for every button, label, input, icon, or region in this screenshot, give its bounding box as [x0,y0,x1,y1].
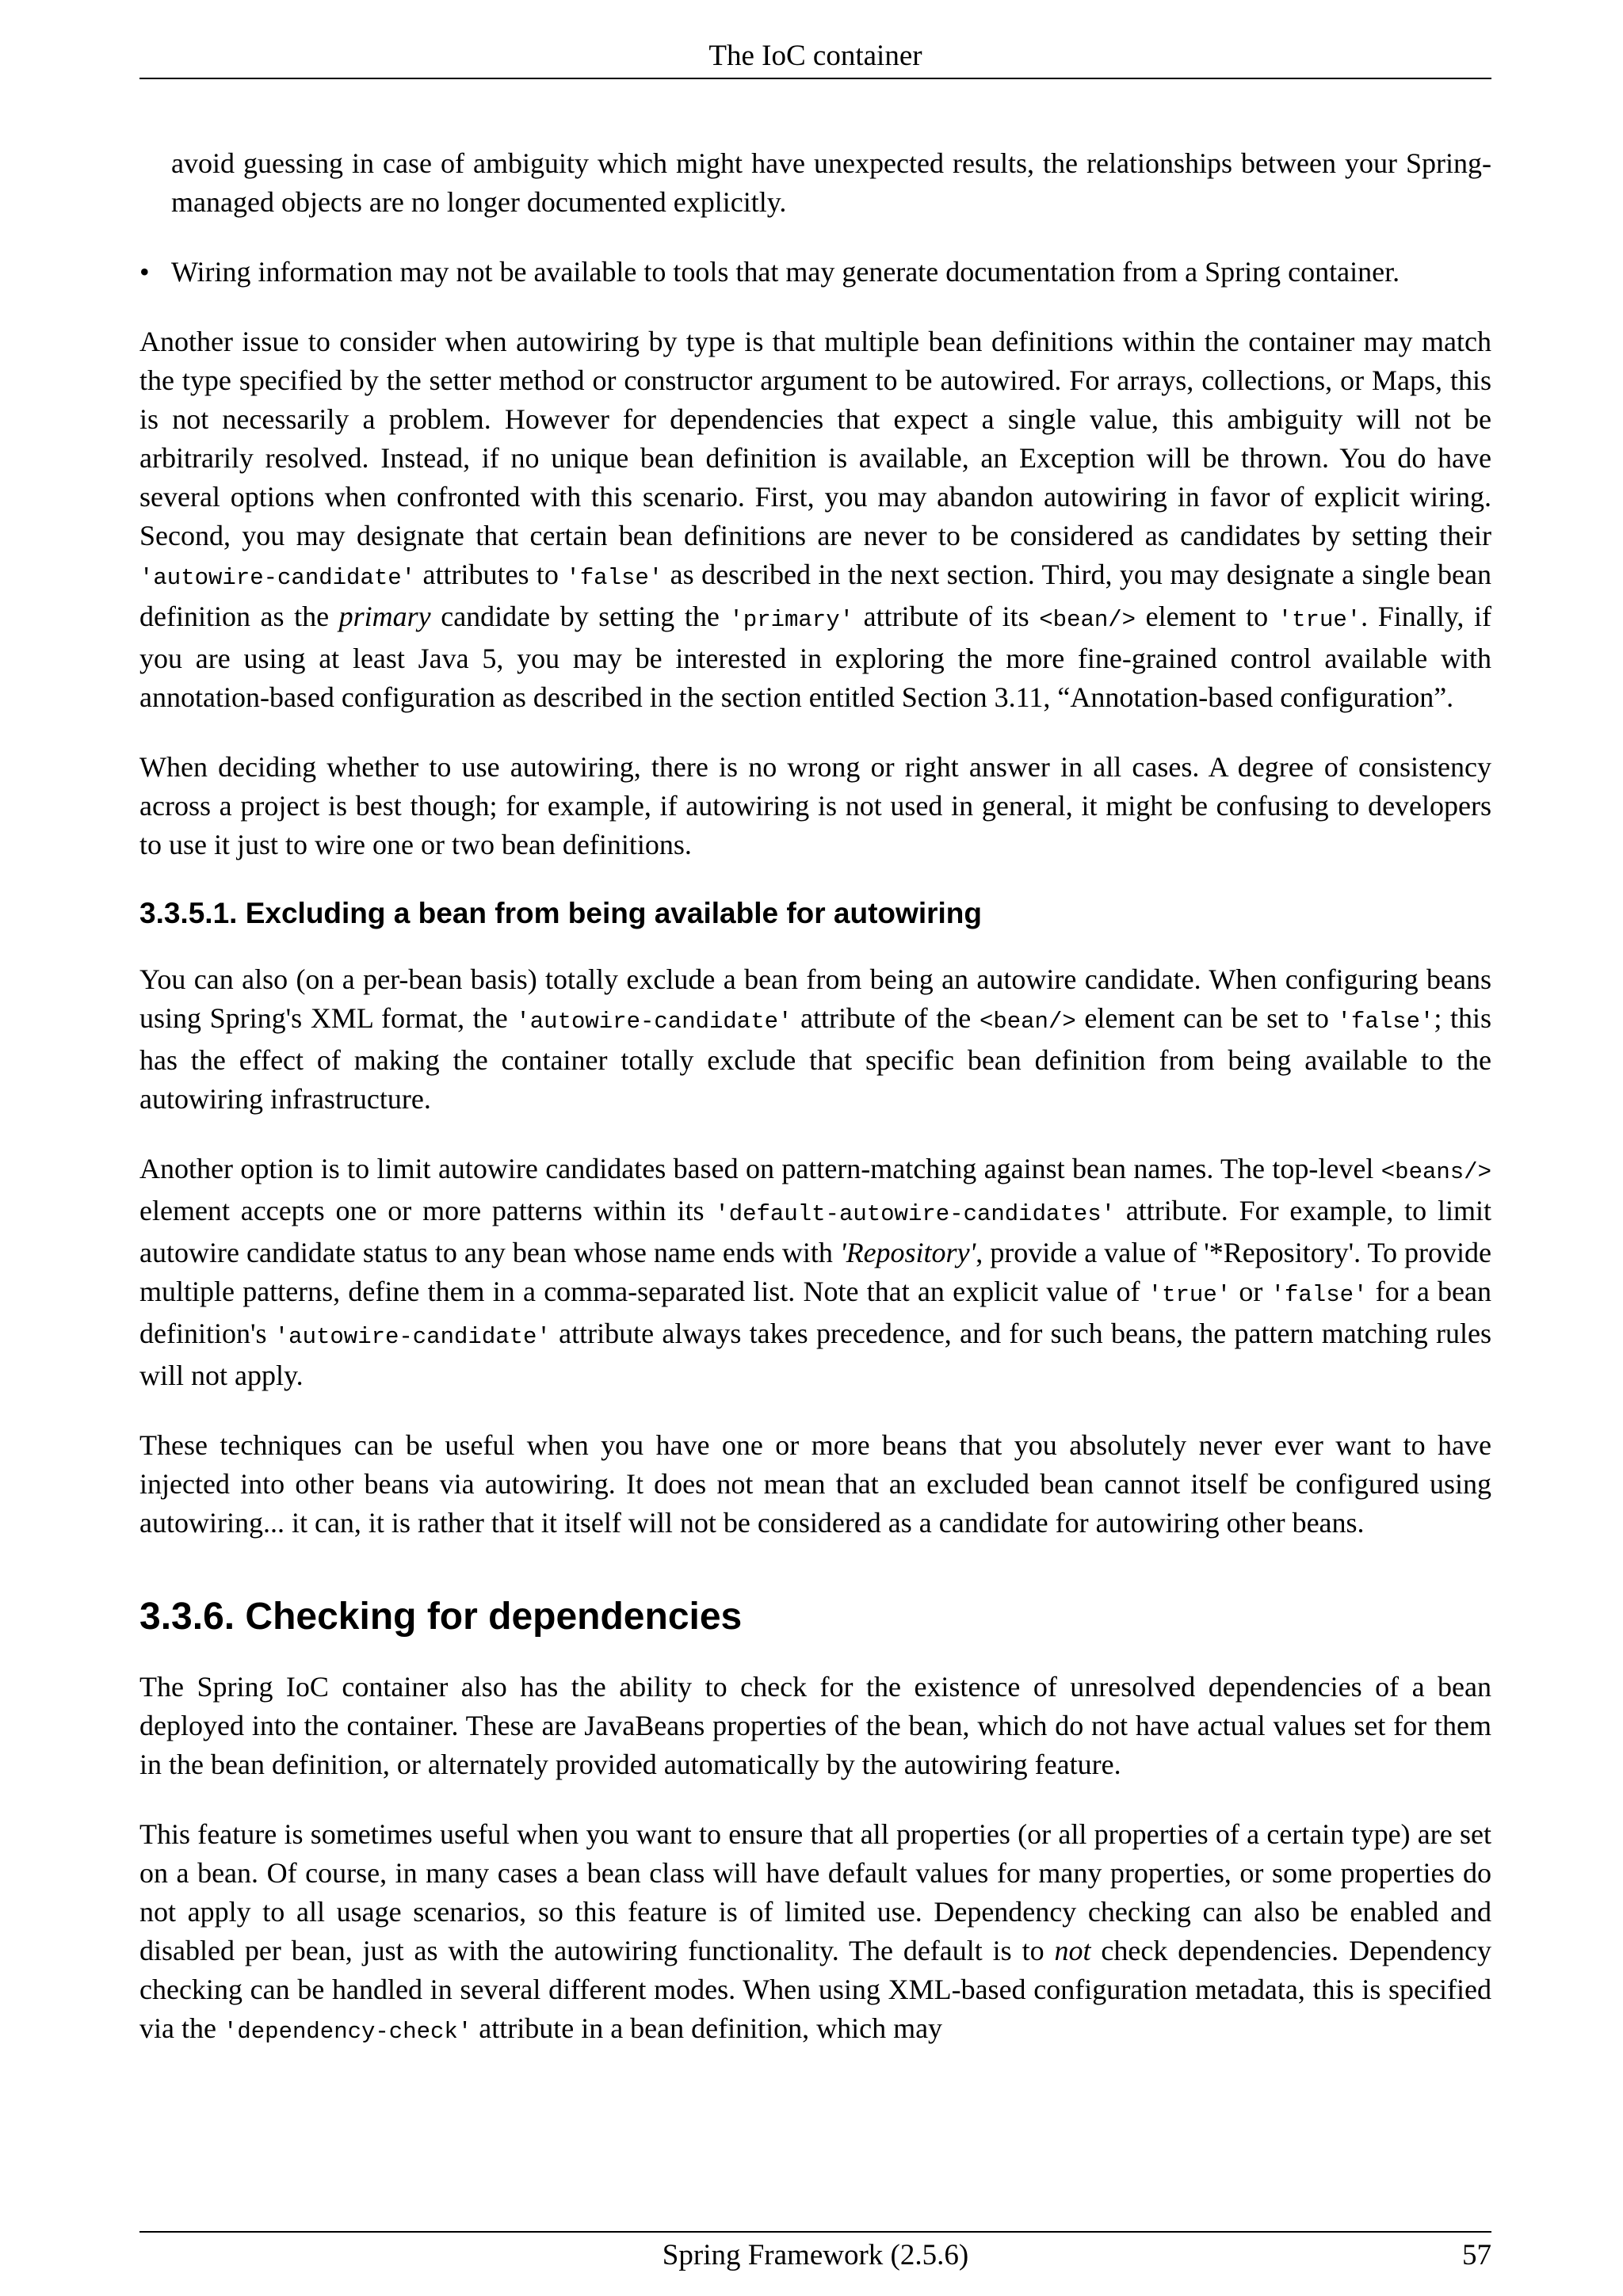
code-false: 'false' [1337,1009,1434,1035]
emphasis-primary: primary [338,601,431,632]
text-run: attribute always takes precedence, and for such beans, the pattern matching rules will not apply. [139,1318,1491,1391]
paragraph-deciding: When deciding whether to use autowiring, there is no wrong or right answer in all cases. A degree of consistency across a project is best though; for example, if autowiring is not used in general, it might be confusing to developers to use it just to wire one or two bean definitions. [139,751,1491,860]
running-footer [139,2231,1491,2274]
code-default-autowire-candidates: 'default-autowire-candidates' [715,1201,1115,1227]
code-autowire-candidate: 'autowire-candidate' [274,1324,551,1350]
text-run: ; this has the effect of making the container totally exclude that specific bean definition from being available to the autowiring infrastructure. [139,1002,1492,1115]
text-run: element to [1136,601,1278,632]
emphasis-not: not [1054,1935,1091,1966]
section-heading: 3.3.6. Checking for dependencies [139,1596,743,1638]
text-run: element can be set to [1075,1002,1338,1034]
code-beans-element: <beans/> [1381,1159,1491,1185]
running-header [139,38,1491,79]
code-primary: 'primary' [729,607,854,633]
text-run: attributes to [415,559,567,590]
text-run: check dependencies. Dependency checking can be handled in several different modes. When using XML-based configuration metadata, this is specified via the [139,1935,1491,2044]
paragraph-feature [139,1815,1491,2051]
code-false: 'false' [566,565,663,591]
text-run: . Finally, if you are using at least Java 5, you may be interested in exploring the more fine-grained control available with annotation-based configuration as described in the section entitled Section 3.11, “Annotation-based configuration”. [139,601,1491,713]
code-dependency-check: 'dependency-check' [223,2019,472,2045]
emphasis-repository: 'Repository' [839,1237,976,1268]
paragraph-continuation: avoid guessing in case of ambiguity which might have unexpected results, the relationships between your Spring-managed objects are no longer documented explicitly. [171,147,1491,218]
text-run: , provide a value of '*Repository'. To provide multiple patterns, define them in a comma-separated list. Note that an explicit value of [139,1237,1491,1307]
text-run: candidate by setting the [430,601,730,632]
code-autowire-candidate: 'autowire-candidate' [139,565,416,591]
text-run: attribute of its [854,601,1040,632]
code-autowire-candidate: 'autowire-candidate' [516,1009,792,1035]
text-run: element accepts one or more patterns within its [139,1195,716,1226]
page-content [139,144,1491,2082]
text-run: as described in the next section. Third, you may designate a single bean definition as the [139,559,1491,632]
text-run: attribute in a bean definition, which may [472,2012,943,2044]
text-run: This feature is sometimes useful when you want to ensure that all properties (or all properties of a certain type) are set on a bean. Of course, in many cases a bean class will have default values for many properties, or some properties do not apply to all usage scenarios, so this feature is of limited use. Dependency checking can also be enabled and disabled per bean, just as with the autowiring functionality. The default is to [139,1818,1491,1966]
code-bean-element: <bean/> [979,1009,1076,1035]
text-run: attribute. For example, to limit autowire candidate status to any bean whose name ends with [139,1195,1491,1268]
code-false: 'false' [1270,1282,1368,1308]
footer-title: Spring Framework (2.5.6) [662,2239,969,2271]
text-run: or [1231,1276,1271,1307]
page-number: 57 [1462,2239,1491,2271]
text-run: for a bean definition's [139,1276,1491,1349]
code-true: 'true' [1277,607,1361,633]
paragraph-ambiguity [139,322,1491,717]
paragraph-dependency-check: The Spring IoC container also has the ability to check for the existence of unresolved dependencies of a bean deployed into the container. These are JavaBeans properties of the bean, which do not have actual values set for them in the bean definition, or alternately provided automatically by the autowiring feature. [139,1671,1491,1780]
bullet-mark: • [139,256,150,288]
header-title: The IoC container [708,40,922,72]
text-run: Another option is to limit autowire candidates based on pattern-matching against bean names. The top-level [139,1153,1381,1184]
text-run: You can also (on a per-bean basis) totally exclude a bean from being an autowire candidate. When configuring beans using Spring's XML format, the [139,963,1491,1034]
paragraph-pattern-matching [139,1150,1491,1395]
code-bean-element: <bean/> [1039,607,1136,633]
text-run: attribute of the [792,1002,980,1034]
bullet-item [139,253,1491,292]
subsection-heading: 3.3.5.1. Excluding a bean from being available for autowiring [139,897,982,929]
code-true: 'true' [1148,1282,1232,1308]
paragraph-techniques: These techniques can be useful when you have one or more beans that you absolutely never ever want to have injected into other beans via autowiring. It does not mean that an excluded bean cannot itself be configured using autowiring... it can, it is rather that it itself will not be considered as a candidate for autowiring other beans. [139,1429,1491,1539]
bullet-text: Wiring information may not be available to tools that may generate documentation from a Spring container. [171,256,1400,288]
paragraph-exclude [139,960,1491,1119]
text-run: Another issue to consider when autowiring by type is that multiple bean definitions within the container may match the type specified by the setter method or constructor argument to be autowired. For arrays, collections, or Maps, this is not necessarily a problem. However for dependencies that expect a single value, this ambiguity will not be arbitrarily resolved. Instead, if no unique bean definition is available, an Exception will be thrown. You do have several options when confronted with this scenario. First, you may abandon autowiring in favor of explicit wiring. Second, you may designate that certain bean definitions are never to be considered as candidates by setting their [139,326,1491,551]
